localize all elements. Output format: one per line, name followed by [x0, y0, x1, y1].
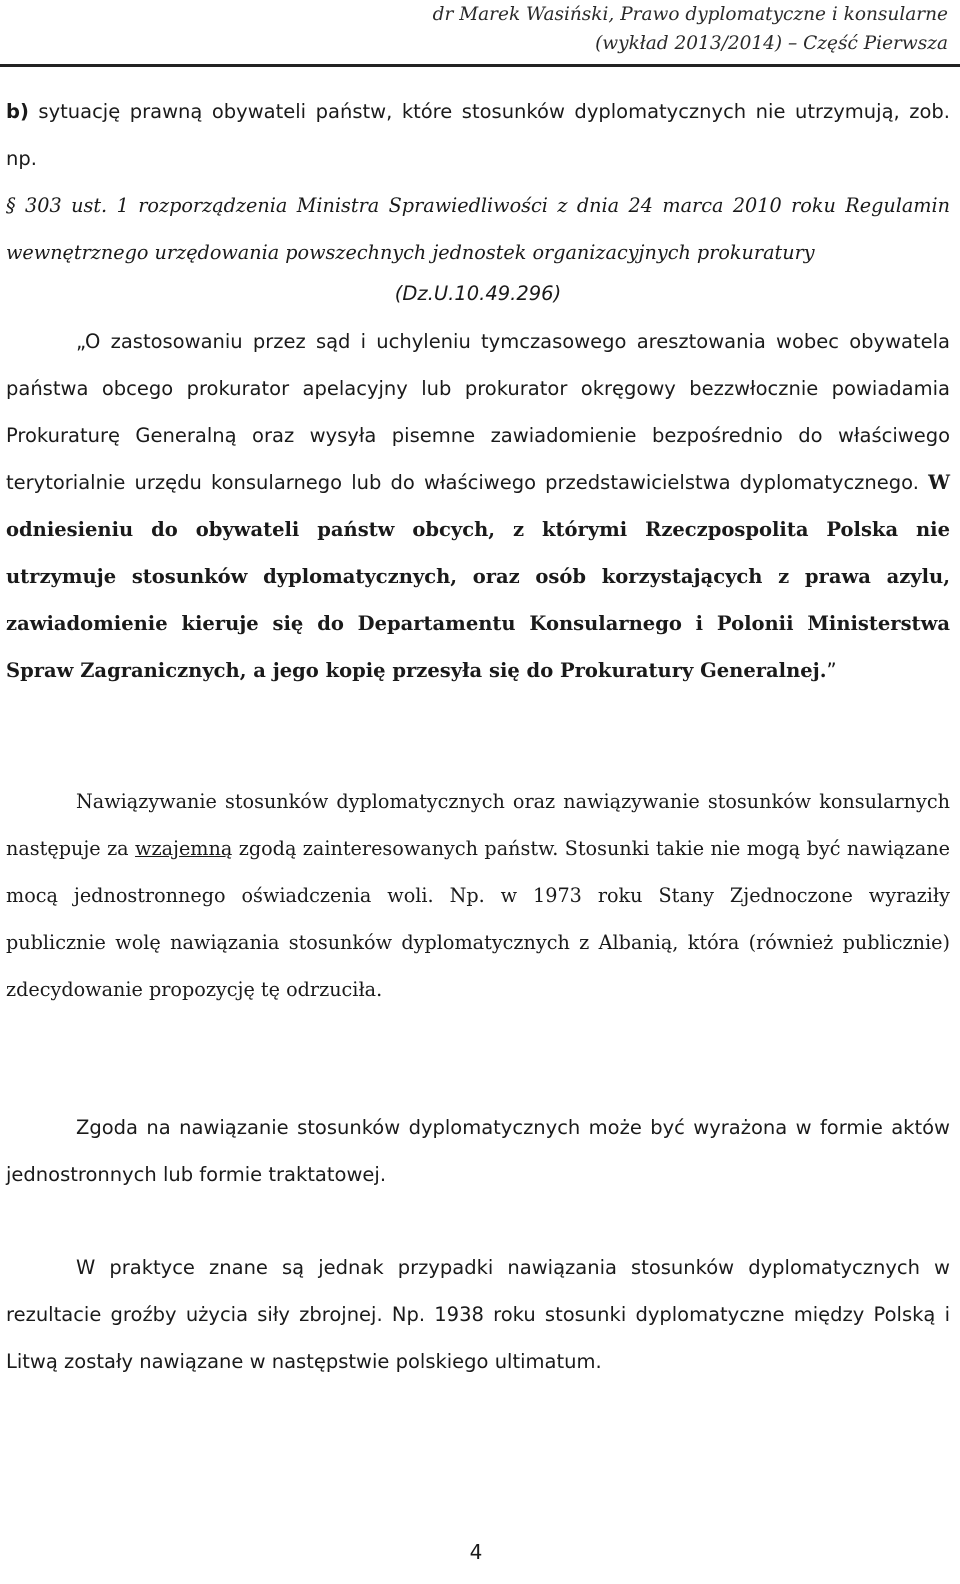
header-line-lecture: (wykład 2013/2014) – Część Pierwsza [595, 33, 948, 54]
regulation-reference: (Dz.U.10.49.296) [394, 282, 562, 305]
paragraph-consent-forms: Zgoda na nawiązanie stosunków dyplomatycznych może być wyrażona w formie aktów jednostronnych lub formie traktatowej. [6, 1116, 950, 1186]
quoted-provision-bold-text: W odniesieniu do obywateli państw obcych, z którymi Rzeczpospolita Polska nie utrzymuje stosunków dyplomatycznych, oraz osób korzystających z prawa azylu, zawiadomienie kieruje się do Departamentu Konsularnego i Polonii Ministerstwa Spraw Zagranicznych, a jego kopię przesyła się do Prokuratury Generalnej. [6, 471, 950, 682]
closing-quote: ” [826, 659, 837, 682]
regulation-citation [6, 182, 950, 276]
paragraph-mutual-consent [6, 778, 950, 1013]
point-b-text: sytuację prawną obywateli państw, które stosunków dyplomatycznych nie utrzymują, zob. np. [6, 100, 950, 170]
regulation-citation-text: § 303 ust. 1 rozporządzenia Ministra Sprawiedliwości z dnia 24 marca 2010 roku Regulamin wewnętrznego urzędowania powszechnych jednostek organizacyjnych prokuratury [6, 194, 950, 264]
header-divider [0, 64, 960, 67]
header-line-author-title: dr Marek Wasiński, Prawo dyplomatyczne i konsularne [432, 4, 948, 25]
point-b [6, 88, 950, 182]
quoted-provision-text: „O zastosowaniu przez sąd i uchyleniu tymczasowego aresztowania wobec obywatela państwa obcego prokurator apelacyjny lub prokurator okręgowy bezzwłocznie powiadamia Prokuraturę Generalną oraz wysyła pisemne zawiadomienie bezpośrednio do właściwego terytorialnie urzędu konsularnego lub do właściwego przedstawicielstwa dyplomatycznego. [6, 330, 950, 494]
paragraph-practice: W praktyce znane są jednak przypadki nawiązania stosunków dyplomatycznych w rezultacie groźby użycia siły zbrojnej. Np. 1938 roku stosunki dyplomatyczne między Polską i Litwą zostały nawiązane w następstwie polskiego ultimatum. [6, 1256, 950, 1373]
point-b-label: b) [6, 100, 29, 123]
running-header [188, 0, 948, 58]
page-number: 4 [469, 1540, 483, 1564]
paragraph-mutual-consent-part2: zgodą zainteresowanych państw. Stosunki takie nie mogą być nawiązane mocą jednostronnego oświadczenia woli. Np. w 1973 roku Stany Zjednoczone wyraziły publicznie wolę nawiązania stosunków dyplomatycznych z Albanią, która (również publicznie) zdecydowanie propozycję tę odrzuciła. [6, 837, 950, 1001]
underlined-term: wzajemną [135, 837, 233, 860]
paragraph-mutual-consent-part1: Nawiązywanie stosunków dyplomatycznych oraz nawiązywanie stosunków konsularnych następuje za [6, 790, 950, 860]
quoted-provision [6, 318, 950, 694]
